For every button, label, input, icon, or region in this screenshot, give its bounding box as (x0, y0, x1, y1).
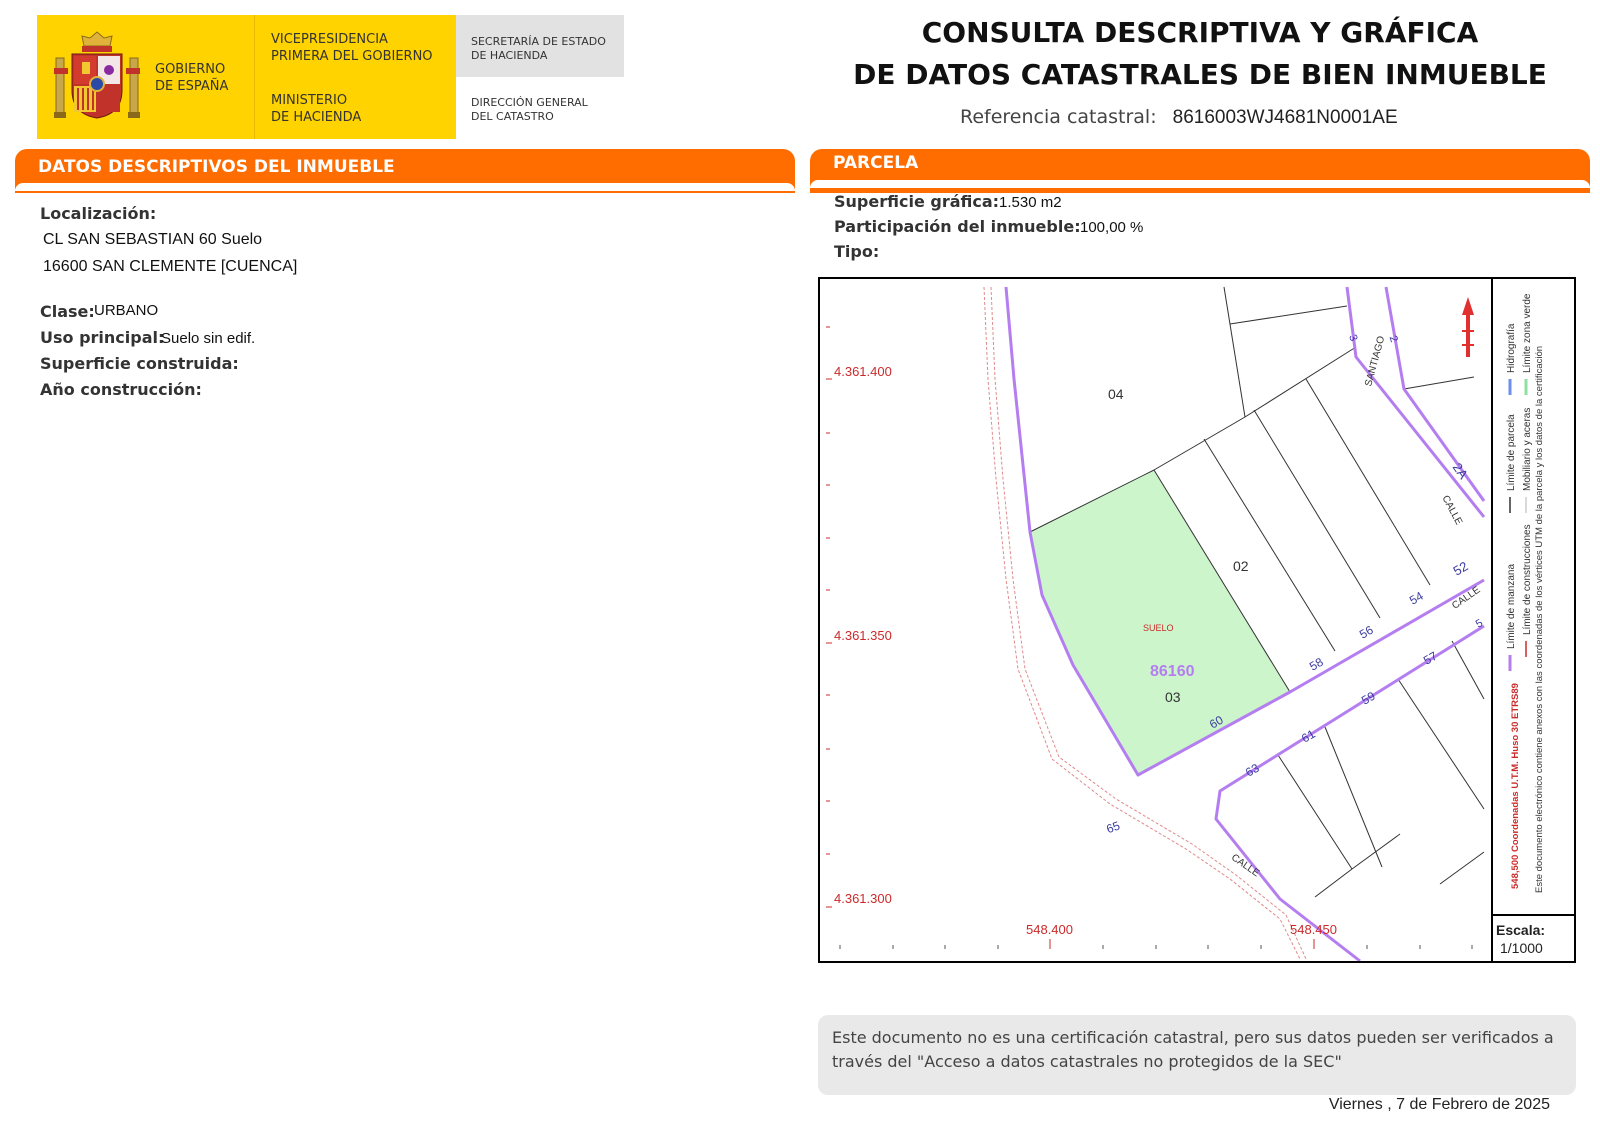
parcel-line (1254, 410, 1380, 618)
superficie-grafica-label: Superficie gráfica: (834, 192, 1000, 211)
participacion-value: 100,00 % (1080, 219, 1144, 236)
address-line1: CL SAN SEBASTIAN 60 Suelo (43, 231, 263, 248)
street-number: 52 (1450, 558, 1471, 579)
x-coordinate-label: 548.400 (1026, 922, 1073, 937)
parcel-line (1398, 679, 1484, 809)
page-title-line1: CONSULTA DESCRIPTIVA Y GRÁFICA (921, 16, 1479, 49)
street-number: 54 (1407, 588, 1426, 608)
secretaria-line1: SECRETARÍA DE ESTADO (471, 35, 606, 48)
secretaria-text (471, 35, 606, 63)
address-line2: 16600 SAN CLEMENTE [CUENCA] (43, 258, 298, 275)
parcel-number: 03 (1165, 689, 1181, 705)
legend-item: Hidrografía (1506, 323, 1517, 373)
page-title-line2: DE DATOS CATASTRALES DE BIEN INMUEBLE (853, 58, 1547, 91)
legend-item: Límite de manzana (1506, 563, 1517, 649)
y-coordinate-label: 4.361.300 (834, 891, 892, 906)
block-boundary (1347, 287, 1484, 517)
left-section-header-cap (15, 183, 795, 191)
ministerio-line1: MINISTERIO (271, 93, 348, 108)
left-section-title: DATOS DESCRIPTIVOS DEL INMUEBLE (38, 157, 395, 177)
scale-label: Escala: (1496, 922, 1546, 938)
document-date: Viernes , 7 de Febrero de 2025 (1328, 1096, 1550, 1113)
gobierno-line1: GOBIERNO (155, 62, 226, 77)
parcel-line (1245, 347, 1356, 417)
ministerio-text (271, 92, 361, 126)
street-number: 5 (1473, 617, 1486, 631)
parcel-line (1404, 377, 1474, 389)
street-name: CALLE (1450, 584, 1483, 612)
street-number: 65 (1104, 818, 1122, 837)
gobierno-de-espana-text (155, 61, 228, 95)
street-name: CALLE (1439, 493, 1465, 527)
scale-value: 1/1000 (1500, 940, 1543, 956)
street-number: 61 (1299, 726, 1318, 746)
street-number: 2A (1449, 460, 1472, 482)
legend-item: Límite de construcciones (1522, 524, 1533, 635)
street-number: 2 (1386, 334, 1400, 344)
street-name: SANTIAGO (1363, 334, 1388, 388)
street-number: 63 (1243, 760, 1262, 780)
y-coordinate-label: 4.361.400 (834, 364, 892, 379)
parcel-line (1440, 852, 1484, 884)
parcel-number: 02 (1233, 558, 1249, 574)
ref-value: 8616003WJ4681N0001AE (1172, 107, 1398, 128)
superficie-grafica-value: 1.530 m2 (999, 194, 1062, 211)
coat-of-arms-icon (52, 28, 142, 124)
clase-value: URBANO (94, 302, 159, 319)
direccion-text (471, 96, 588, 124)
parcel-line (1306, 379, 1430, 585)
parcel-line (1154, 417, 1245, 470)
coordinates-note: 548,500 Coordenadas U.T.M. Huso 30 ETRS89 (1510, 683, 1521, 889)
right-section-title: PARCELA (833, 153, 919, 173)
north-arrow-icon (1462, 297, 1474, 357)
clase-label: Clase: (40, 302, 95, 321)
right-section-header-cap (810, 180, 1590, 188)
legend-item: Límite de parcela (1506, 414, 1517, 491)
y-coordinate-label: 4.361.350 (834, 628, 892, 643)
participacion-label: Participación del inmueble: (834, 217, 1081, 236)
parcel-line (1224, 287, 1245, 417)
street-number: 57 (1421, 648, 1440, 668)
superficie-construida-label: Superficie construida: (40, 354, 239, 373)
street-number: 60 (1207, 712, 1226, 732)
street-number: 58 (1307, 654, 1326, 674)
secretaria-line2: DE HACIENDA (471, 49, 548, 62)
disclaimer-note: Este documento no es una certificación catastral, pero sus datos pueden ser verificados a través del "Acceso a datos catastrales no protegidos de la SEC" (818, 1015, 1576, 1095)
localizacion-label: Localización: (40, 204, 157, 223)
parcel-reference-number: 86160 (1150, 663, 1195, 680)
parcel-line (1452, 641, 1484, 699)
legend-item: Límite zona verde (1522, 293, 1533, 373)
suelo-label: SUELO (1143, 623, 1174, 633)
legend-note: Este documento electrónico contiene anexos con las coordenadas de los vértices UTM de la parcela y los datos de la certificación (1534, 345, 1545, 893)
vicepresidencia-text (271, 31, 433, 65)
parcel-number: 04 (1108, 386, 1124, 402)
parcel-line (1352, 834, 1400, 869)
ministerio-line2: DE HACIENDA (271, 110, 362, 125)
parcel-line (1278, 755, 1352, 869)
street-number: 56 (1357, 622, 1376, 642)
direccion-line1: DIRECCIÓN GENERAL (471, 96, 588, 109)
legend-item: Mobiliario y aceras (1522, 407, 1533, 491)
gobierno-line2: DE ESPAÑA (155, 79, 229, 94)
cadastral-map (818, 277, 1576, 963)
street-number: 59 (1359, 688, 1378, 708)
divider (254, 15, 255, 139)
parcel-line (1315, 869, 1352, 897)
map-svg (820, 279, 1574, 961)
parcel-line (1230, 306, 1347, 324)
vicepresidencia-line1: VICEPRESIDENCIA (271, 32, 388, 47)
referencia-catastral (960, 106, 1398, 129)
vicepresidencia-line2: PRIMERA DEL GOBIERNO (271, 49, 433, 64)
parcel-line (1325, 727, 1382, 867)
street-number: 3 (1346, 333, 1360, 343)
anio-construccion-label: Año construcción: (40, 380, 202, 399)
direccion-line2: DEL CATASTRO (471, 110, 554, 123)
uso-principal-value: Suelo sin edif. (161, 330, 256, 347)
uso-principal-label: Uso principal: (40, 328, 165, 347)
tipo-label: Tipo: (834, 242, 880, 261)
x-coordinate-label: 548.450 (1290, 922, 1337, 937)
ref-label: Referencia catastral: (960, 106, 1157, 128)
street-name: CALLE (1229, 852, 1262, 880)
